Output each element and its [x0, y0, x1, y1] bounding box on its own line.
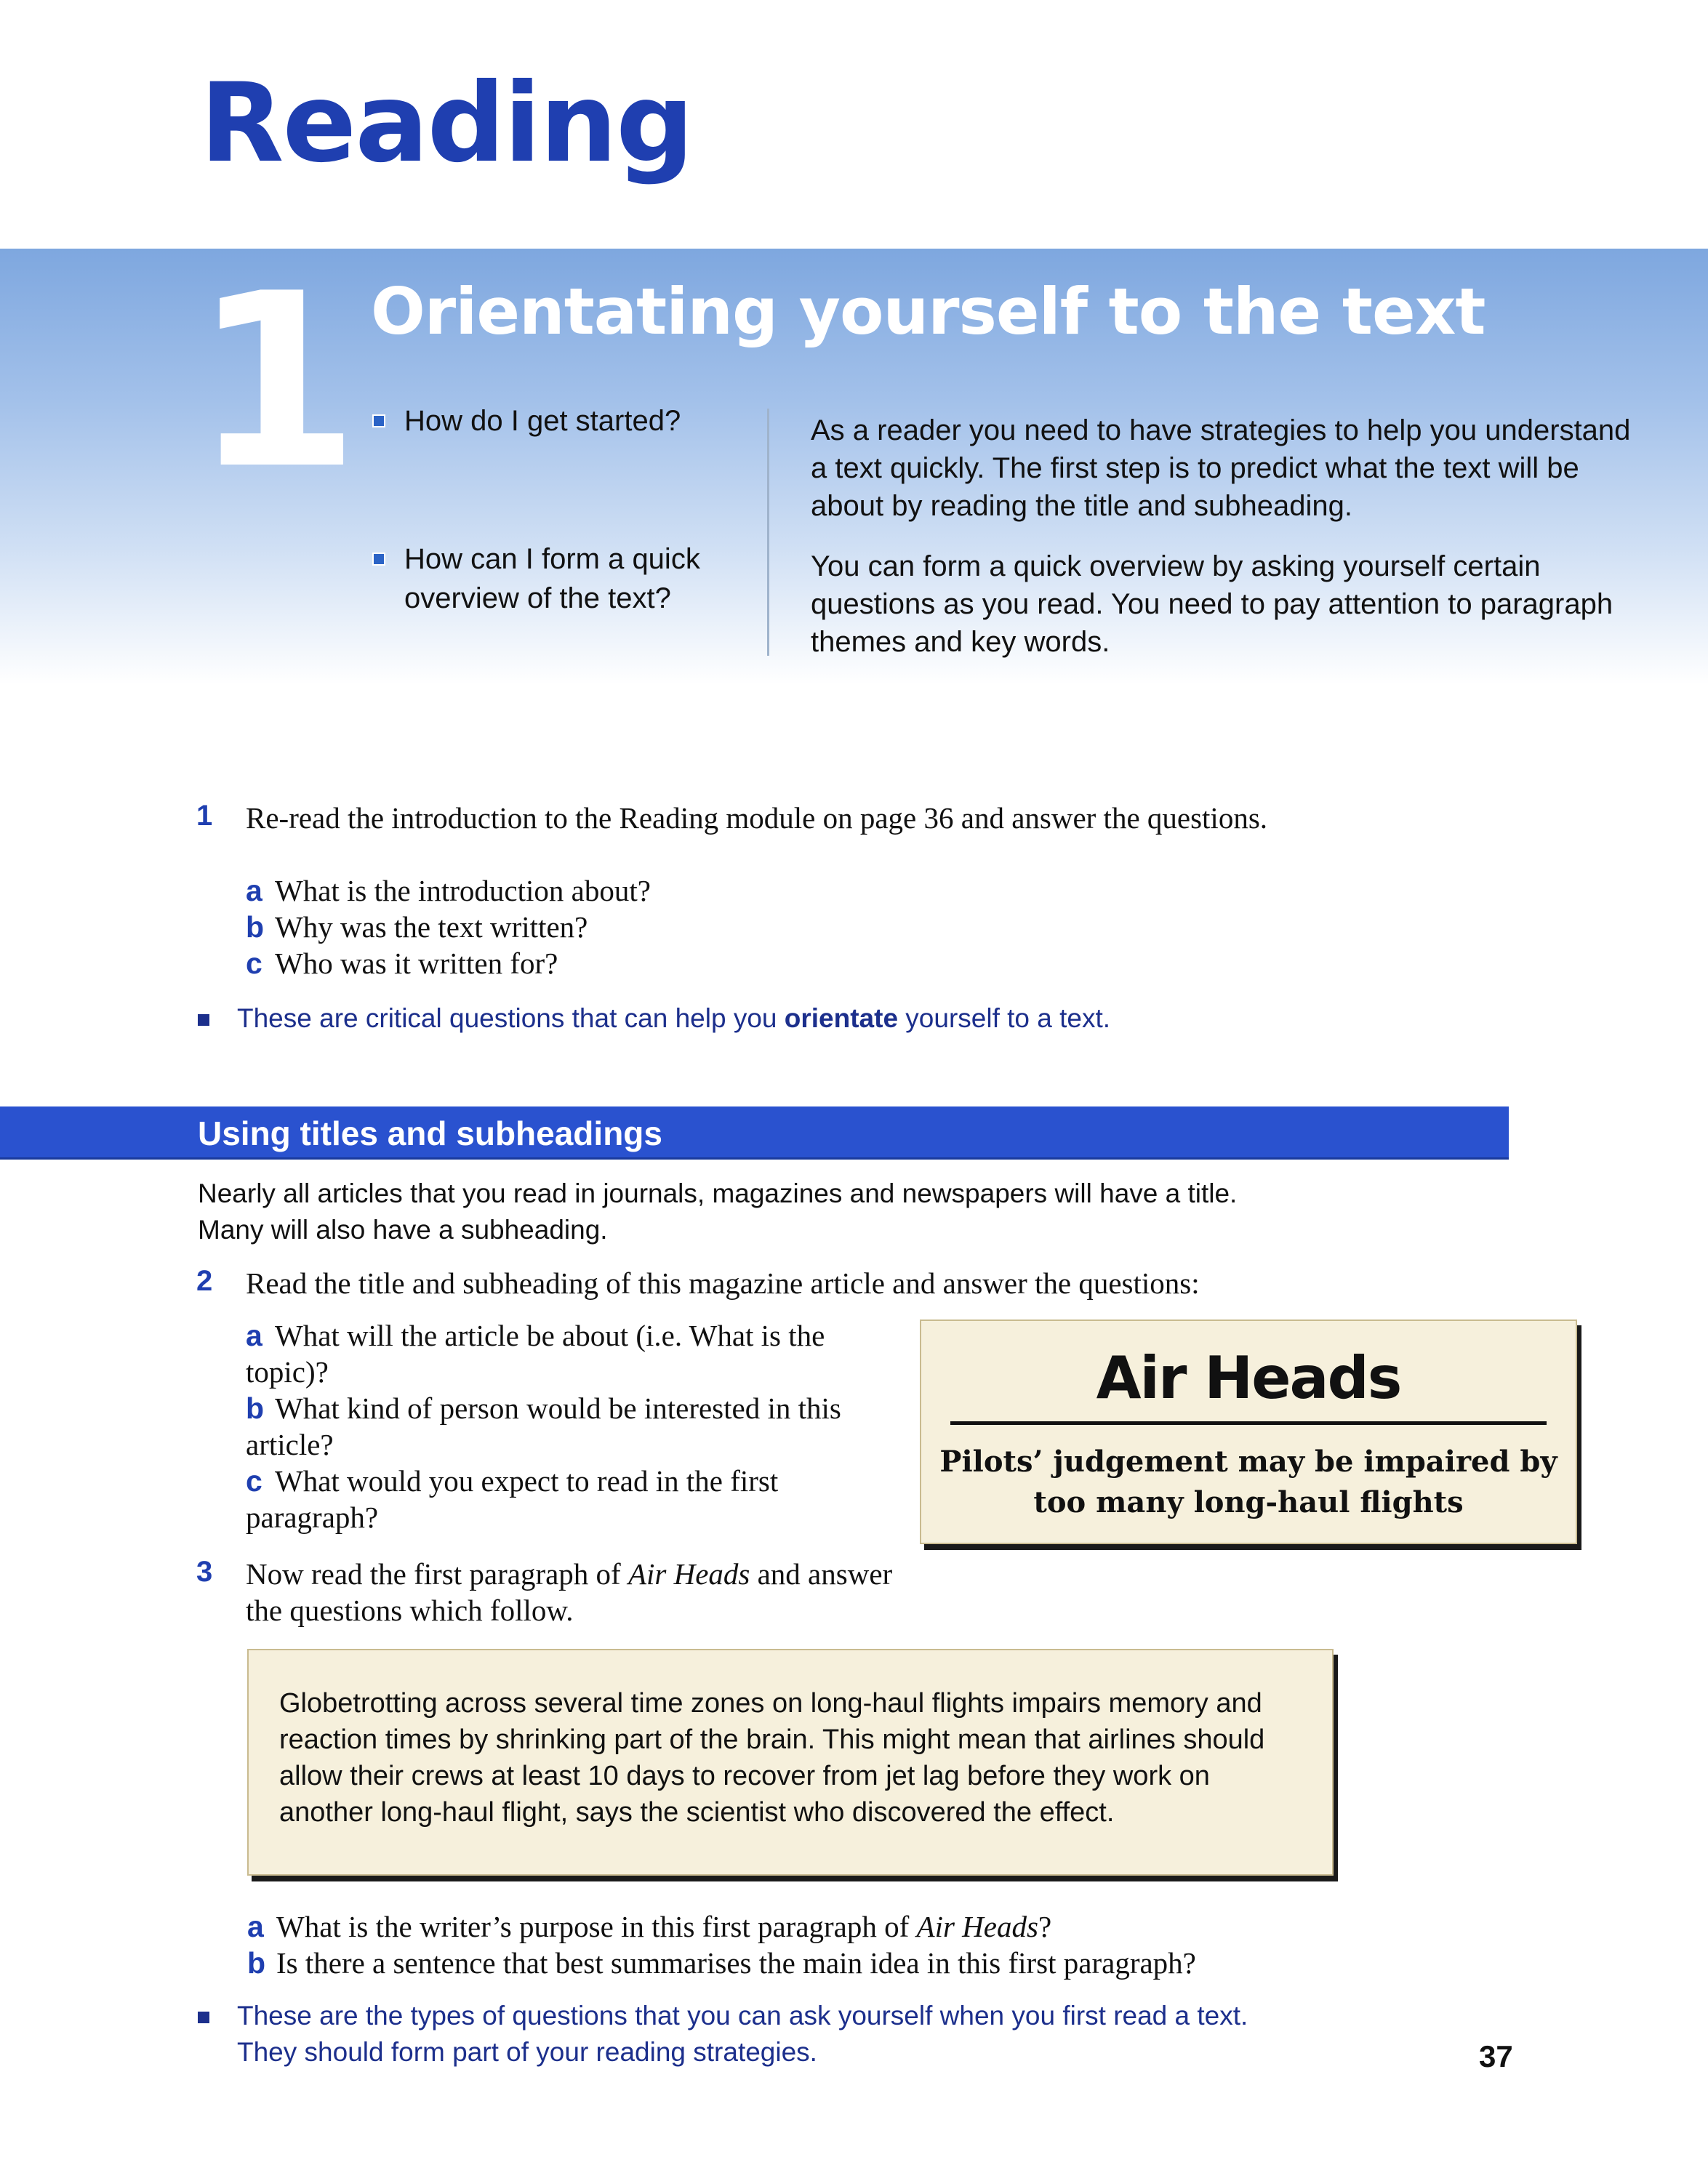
headline-rule [950, 1421, 1547, 1425]
square-bullet-icon [372, 553, 385, 566]
unit-question: How can I form a quick overview of the text? [369, 539, 711, 618]
exercise-number: 3 [196, 1556, 213, 1588]
section-intro: Nearly all articles that you read in journals, magazines and newspapers will have a title. Many will also have a subheading. [198, 1178, 1238, 1245]
exercise-prompt: Now read the first paragraph of Air Heads and answer the questions which follow. [246, 1557, 893, 1627]
strategy-note: These are the types of questions that you can ask yourself when you first read a text. They should form part of your reading strategies. [198, 1998, 1299, 2070]
page-heading: Reading [200, 60, 693, 187]
square-bullet-icon [198, 1014, 209, 1026]
exercise-item: b What kind of person would be interested in this article? [246, 1391, 841, 1461]
exercise-item: a What will the article be about (i.e. What is the topic)? [246, 1319, 825, 1389]
exercise-item: a What is the introduction about? [246, 874, 651, 907]
page-number: 37 [1479, 2039, 1513, 2073]
exercise-item: c Who was it written for? [246, 947, 558, 980]
exercise-item: b Is there a sentence that best summarises the main idea in this first paragraph? [247, 1946, 1196, 1980]
column-divider [767, 409, 769, 656]
section-header [0, 1106, 1509, 1160]
exercise-number: 2 [196, 1265, 213, 1297]
intro-paragraph: As a reader you need to have strategies to help you understand a text quickly. The first step is to predict what the text will be about by reading the title and subheading. [811, 414, 1631, 522]
article-headline-clipping [920, 1320, 1577, 1544]
article-first-paragraph: Globetrotting across several time zones on long-haul flights impairs memory and reaction times by shrinking part of the brain. This might mean that airlines should allow their crews at least 10 days to recover from jet lag before they work on another long-haul flight, says the scientist who discovered the effect. [279, 1688, 1265, 1828]
unit-question: How do I get started? [369, 401, 711, 441]
unit-title: Orientating yourself to the text [371, 274, 1486, 349]
strategy-note: These are critical questions that can help you orientate yourself to a text. [198, 1000, 1110, 1037]
exercise-prompt: Re-read the introduction to the Reading module on page 36 and answer the questions. [246, 801, 1268, 835]
exercise-prompt: Read the title and subheading of this magazine article and answer the questions: [246, 1266, 1200, 1300]
square-bullet-icon [372, 414, 385, 427]
article-title: Air Heads [1096, 1344, 1401, 1412]
exercise-item: b Why was the text written? [246, 910, 588, 944]
section-title: Using titles and subheadings [198, 1114, 662, 1152]
unit-number: 1 [193, 242, 360, 521]
intro-paragraph: You can form a quick overview by asking yourself certain questions as you read. You need to pay attention to paragraph themes and key words. [811, 550, 1613, 658]
exercise-number: 1 [196, 800, 213, 832]
exercise-item: a What is the writer’s purpose in this first paragraph of Air Heads? [247, 1910, 1052, 1943]
square-bullet-icon [198, 2012, 209, 2023]
article-paragraph-clipping [247, 1649, 1334, 1876]
exercise-item: c What would you expect to read in the first paragraph? [246, 1464, 779, 1534]
article-subheading: Pilots’ judgement may be impaired by too many long-haul flights [939, 1445, 1557, 1519]
